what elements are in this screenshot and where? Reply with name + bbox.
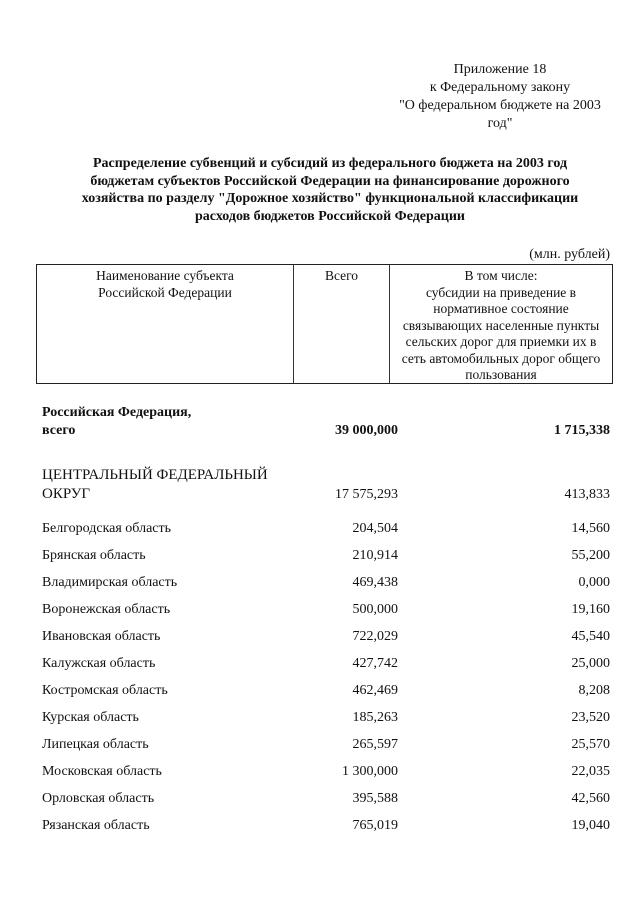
row-subsidy: 19,040 bbox=[571, 818, 610, 833]
table-header bbox=[36, 264, 613, 384]
row-name: Калужская область bbox=[42, 656, 156, 671]
row-subsidy: 19,160 bbox=[571, 602, 610, 617]
row-total: 185,263 bbox=[352, 710, 398, 725]
row-subsidy: 42,560 bbox=[571, 791, 610, 806]
row-subsidy: 22,035 bbox=[571, 764, 610, 779]
row-subsidy: 25,570 bbox=[571, 737, 610, 752]
row-name-line: Российская Федерация, bbox=[42, 405, 192, 420]
header-text: пользования bbox=[465, 367, 537, 382]
title-line: расходов бюджетов Российской Федерации bbox=[195, 208, 465, 224]
annex-line: к Федеральному закону bbox=[429, 80, 571, 95]
header-col-subsidy bbox=[390, 265, 612, 383]
row-subsidy: 23,520 bbox=[571, 710, 610, 725]
row-subsidy: 8,208 bbox=[578, 683, 610, 698]
row-name: Воронежская область bbox=[42, 602, 171, 617]
header-text: связывающих населенные пункты bbox=[402, 317, 600, 333]
row-total: 765,019 bbox=[352, 818, 398, 833]
row-name: Брянская область bbox=[42, 548, 146, 563]
row-total: 204,504 bbox=[352, 521, 398, 536]
row-name-line: ЦЕНТРАЛЬНЫЙ ФЕДЕРАЛЬНЫЙ bbox=[42, 467, 268, 483]
row-total: 722,029 bbox=[352, 629, 398, 644]
annex-line: Приложение 18 bbox=[453, 62, 547, 77]
row-name-line: ОКРУГ bbox=[42, 486, 91, 502]
row-name: Владимирская область bbox=[42, 575, 178, 590]
row-name: Орловская область bbox=[42, 791, 155, 806]
row-total: 395,588 bbox=[352, 791, 398, 806]
row-subsidy: 14,560 bbox=[571, 521, 610, 536]
document-title bbox=[30, 155, 630, 225]
row-name: Липецкая область bbox=[42, 737, 149, 752]
header-text: сеть автомобильных дорог общего bbox=[401, 350, 601, 366]
row-total: 265,597 bbox=[352, 737, 398, 752]
header-text: Российской Федерации bbox=[98, 284, 232, 300]
row-name: Московская область bbox=[42, 764, 162, 779]
row-subsidy: 413,833 bbox=[564, 487, 610, 502]
row-total: 469,438 bbox=[352, 575, 398, 590]
row-total: 500,000 bbox=[352, 602, 398, 617]
annex-line: год" bbox=[487, 116, 513, 131]
header-text: субсидии на приведение в bbox=[425, 284, 577, 300]
title-line: бюджетам субъектов Российской Федерации на финансирование дорожного bbox=[90, 173, 570, 189]
title-line: хозяйства по разделу "Дорожное хозяйство" функциональной классификации bbox=[81, 191, 579, 206]
annex-reference bbox=[380, 61, 620, 133]
row-name: Костромская область bbox=[42, 683, 168, 698]
row-name bbox=[42, 404, 191, 440]
row-name: Курская область bbox=[42, 710, 139, 725]
annex-line: "О федеральном бюджете на 2003 bbox=[399, 98, 601, 113]
row-name bbox=[42, 466, 268, 504]
header-text: Наименование субъекта bbox=[96, 268, 234, 283]
row-subsidy: 55,200 bbox=[571, 548, 610, 563]
row-name: Белгородская область bbox=[42, 521, 172, 536]
title-line: Распределение субвенций и субсидий из федерального бюджета на 2003 год bbox=[92, 156, 568, 171]
header-col-name bbox=[37, 265, 294, 383]
row-subsidy: 45,540 bbox=[571, 629, 610, 644]
header-text: В том числе: bbox=[464, 268, 538, 283]
units-label: (млн. рублей) bbox=[529, 247, 610, 262]
row-subsidy: 25,000 bbox=[571, 656, 610, 671]
header-text: Всего bbox=[324, 268, 359, 283]
header-col-total bbox=[294, 265, 390, 383]
row-total: 210,914 bbox=[352, 548, 398, 563]
header-text: нормативное состояние bbox=[433, 301, 569, 316]
row-total: 427,742 bbox=[352, 656, 398, 671]
header-text: сельских дорог для приемки их в bbox=[405, 334, 597, 349]
row-total: 1 300,000 bbox=[342, 764, 398, 779]
row-subsidy: 0,000 bbox=[578, 575, 610, 590]
row-subsidy: 1 715,338 bbox=[554, 423, 610, 438]
row-name-line: всего bbox=[42, 423, 76, 438]
row-total: 17 575,293 bbox=[335, 487, 398, 502]
row-name: Ивановская область bbox=[42, 629, 161, 644]
row-total: 462,469 bbox=[352, 683, 398, 698]
row-name: Рязанская область bbox=[42, 818, 150, 833]
row-total: 39 000,000 bbox=[335, 423, 398, 438]
